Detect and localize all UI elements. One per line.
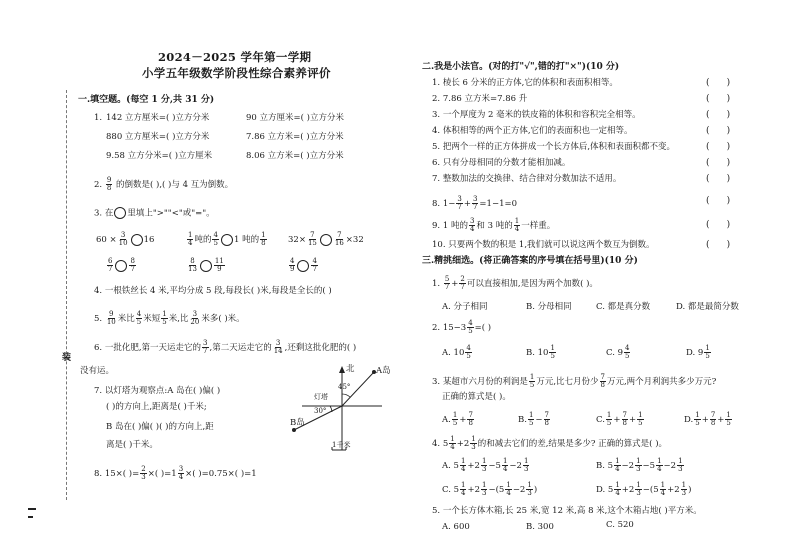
page-title: 小学五年级数学阶段性综合素养评价 bbox=[142, 66, 331, 80]
judge-item bbox=[432, 142, 675, 153]
choice-q3: 3. 某超市六月份的利润是 $\frac{1}{5}$ 万元,比七月份少 $\frac{7}{8}$ 万元,两个月利润共多少万元? bbox=[432, 373, 717, 389]
answer-blank[interactable]: ( ) bbox=[706, 126, 731, 136]
q1-item: 880 立方厘米=( )立方分米 bbox=[106, 132, 210, 142]
choice-q5: 5. 一个长方体木箱,长 25 米,宽 12 米,高 8 米,这个木箱占地( )平方米。 bbox=[432, 506, 702, 516]
judge-item bbox=[432, 94, 527, 105]
judge-number: 4. bbox=[432, 126, 441, 136]
choice-q3-prompt: 正确的算式是( )。 bbox=[442, 392, 511, 402]
answer-blank[interactable]: ( ) bbox=[706, 94, 731, 104]
section-1-heading: 一.填空题。(每空 1 分,共 31 分) bbox=[78, 95, 215, 105]
q1-item: 142 立方厘米=( )立方分米 bbox=[106, 113, 210, 123]
answer-blank[interactable]: ( ) bbox=[706, 240, 731, 250]
q1-item: 8.06 立方米=( )立方分米 bbox=[246, 151, 344, 161]
option-a[interactable]: A. 分子相同 bbox=[442, 302, 488, 312]
judge-item bbox=[432, 158, 570, 169]
binding-line bbox=[66, 90, 67, 500]
q1-item: 7.86 立方米=( )立方分米 bbox=[246, 132, 344, 142]
q8: 8. 15×( )= $\frac{2}{3}$ ×( )=1 $\frac{3}{4}$ ×( )=0.75×( )=1 bbox=[94, 465, 257, 481]
judge-item: 8. 1− $\frac{3}{7}$ + $\frac{3}{7}$ =1−1=0 bbox=[432, 195, 518, 211]
option-b[interactable]: B. 10 $\frac{1}{5}$ bbox=[526, 344, 555, 360]
option-d[interactable]: D. $\frac{1}{5}$ + $\frac{7}{8}$ + $\frac{1}{5}$ bbox=[684, 411, 731, 427]
option-d[interactable]: D. 5 $\frac{1}{4}$ +2 $\frac{1}{3}$ −(5 $\frac{1}{4}$ +2 $\frac{1}{3}$ ) bbox=[596, 481, 692, 497]
binding-mark: 装 bbox=[62, 353, 72, 363]
compare-circle-icon[interactable] bbox=[115, 260, 127, 272]
island-b-label: B岛 bbox=[290, 418, 305, 428]
compare-circle-icon[interactable] bbox=[131, 234, 143, 246]
judge-number: 1. bbox=[432, 78, 441, 88]
answer-blank[interactable]: ( ) bbox=[706, 196, 731, 206]
judge-number: 3. bbox=[432, 110, 441, 120]
compare-item: 32× $\frac{7}{15}$ $\frac{7}{16}$ ×32 bbox=[288, 231, 364, 247]
option-a[interactable]: A. 600 bbox=[442, 522, 470, 532]
option-c[interactable]: C. $\frac{1}{5}$ + $\frac{7}{8}$ + $\frac{1}{5}$ bbox=[596, 411, 643, 427]
judge-item bbox=[432, 126, 633, 137]
answer-blank[interactable]: ( ) bbox=[706, 78, 731, 88]
option-d[interactable]: D. 9 $\frac{1}{5}$ bbox=[686, 344, 710, 360]
compare-item: 60 × $\frac{3}{10}$ 16 bbox=[96, 231, 155, 247]
option-b[interactable]: B. 5 $\frac{1}{4}$ −2 $\frac{1}{3}$ −5 $\frac{1}{4}$ −2 $\frac{1}{3}$ bbox=[596, 457, 683, 473]
edge-mark bbox=[28, 508, 36, 510]
choice-q2: 2. 15−3 $\frac{4}{5}$ =( ) bbox=[432, 319, 492, 335]
compare-item: $\frac{6}{7}$ $\frac{8}{7}$ bbox=[108, 257, 135, 273]
option-c[interactable]: C. 都是真分数 bbox=[596, 302, 651, 312]
choice-q4: 4. 5 $\frac{1}{4}$ +2 $\frac{1}{3}$ 的和减去它们的差,结果是多少? 正确的算式是( )。 bbox=[432, 435, 668, 451]
angle-label: 45° bbox=[338, 383, 351, 391]
q1-number: 1. bbox=[94, 113, 103, 123]
option-d[interactable]: D. 都是最简分数 bbox=[676, 302, 739, 312]
judge-text: 棱长 6 分米的正方体,它的体积和表面积相等。 bbox=[442, 78, 618, 88]
fraction: $\frac{9}{8}$ bbox=[106, 176, 112, 192]
option-c[interactable]: C. 520 bbox=[606, 520, 634, 530]
q3-number: 3. bbox=[94, 208, 103, 219]
judge-text: 一个厚度为 2 毫米的铁皮箱的体积和容积完全相等。 bbox=[442, 110, 641, 120]
north-label: 北 bbox=[346, 364, 355, 374]
judge-item: 10. 只要两个数的积是 1,我们就可以说这两个数互为倒数。 bbox=[432, 240, 655, 250]
answer-blank[interactable]: ( ) bbox=[706, 174, 731, 184]
judge-item bbox=[432, 174, 621, 185]
q7-line: 离是( )千米。 bbox=[106, 440, 158, 450]
q1-item: 90 立方厘米=( )立方分米 bbox=[246, 113, 344, 123]
title-year: 2024－2025 学年第一学期 bbox=[158, 50, 312, 64]
answer-blank[interactable]: ( ) bbox=[706, 110, 731, 120]
angle-label: 30° bbox=[314, 407, 327, 415]
option-b[interactable]: B. 300 bbox=[526, 522, 554, 532]
judge-text: 整数加法的交换律、结合律对分数加法不适用。 bbox=[442, 174, 622, 184]
compare-circle-icon[interactable] bbox=[221, 234, 233, 246]
q5: 5. $\frac{9}{10}$ 米比 $\frac{4}{5}$ 米短 $\frac{1}{5}$ 米,比 $\frac{3}{20}$ 米多( )米。 bbox=[94, 310, 245, 326]
scale-label: 1千米 bbox=[332, 441, 351, 449]
option-a[interactable]: A. 5 $\frac{1}{4}$ +2 $\frac{1}{3}$ −5 $\frac{1}{4}$ −2 $\frac{1}{3}$ bbox=[442, 457, 529, 473]
compare-item: $\frac{4}{9}$ $\frac{4}{7}$ bbox=[290, 257, 317, 273]
choice-q1: 1. $\frac{5}{7}$ + $\frac{2}{7}$ 可以直接相加,是因为两个加数( )。 bbox=[432, 275, 598, 291]
compare-item: $\frac{8}{13}$ $\frac{11}{9}$ bbox=[188, 257, 224, 273]
option-c[interactable]: C. 9 $\frac{4}{5}$ bbox=[606, 344, 630, 360]
q3: 3. 在 里填上">""<"或"="。 bbox=[94, 208, 215, 219]
judge-text: 把两个一样的正方体拼成一个长方体后,体积和表面积都不变。 bbox=[442, 142, 676, 152]
answer-blank[interactable]: ( ) bbox=[706, 158, 731, 168]
judge-item: 9. 1 吨的 $\frac{3}{4}$ 和 3 吨的 $\frac{1}{4}$ 一样重。 bbox=[432, 217, 556, 233]
compare-circle-icon bbox=[114, 207, 126, 219]
right-page bbox=[400, 0, 794, 560]
q2 bbox=[94, 177, 233, 192]
section-3-heading: 三.精挑细选。(将正确答案的序号填在括号里)(10 分) bbox=[422, 256, 638, 266]
section-2-heading: 二.我是小法官。(对的打"√",错的打"×")(10 分) bbox=[422, 62, 620, 72]
option-b[interactable]: B. 分母相同 bbox=[526, 302, 572, 312]
judge-number: 2. bbox=[432, 94, 441, 104]
edge-mark bbox=[28, 516, 33, 518]
option-a[interactable]: A. $\frac{1}{5}$ + $\frac{7}{8}$ bbox=[442, 411, 473, 427]
compare-circle-icon[interactable] bbox=[297, 260, 309, 272]
island-a-label: A岛 bbox=[376, 366, 391, 376]
compare-item: $\frac{1}{4}$ 吨的 $\frac{4}{5}$ 1 吨的 $\frac{1}{8}$ bbox=[188, 231, 266, 247]
judge-text: 7.86 立方米=7.86 升 bbox=[442, 94, 528, 104]
judge-item bbox=[432, 110, 641, 121]
option-c[interactable]: C. 5 $\frac{1}{4}$ +2 $\frac{1}{3}$ −(5 $\frac{1}{4}$ −2 $\frac{1}{3}$ ) bbox=[442, 481, 538, 497]
answer-blank[interactable]: ( ) bbox=[706, 142, 731, 152]
q7-line: ( )的方向上,距离是( )千米; bbox=[106, 402, 207, 412]
q6: 6. 一批化肥,第一天运走它的 $\frac{3}{7}$ ,第二天运走它的 $\frac{3}{14}$ ,还剩这批化肥的( ) bbox=[94, 339, 357, 355]
q6-continued: 没有运。 bbox=[80, 366, 115, 376]
q2-number: 2. bbox=[94, 180, 103, 190]
compare-circle-icon[interactable] bbox=[200, 260, 212, 272]
option-a[interactable]: A. 10 $\frac{4}{5}$ bbox=[442, 344, 471, 360]
answer-blank[interactable]: ( ) bbox=[706, 220, 731, 230]
compare-circle-icon[interactable] bbox=[320, 234, 332, 246]
q2-text: 的倒数是( ),( )与 4 互为倒数。 bbox=[116, 180, 234, 190]
q7-line: 7. 以灯塔为观察点:A 岛在( )偏( ) bbox=[94, 386, 221, 396]
judge-number: 7. bbox=[432, 174, 441, 184]
judge-number: 6. bbox=[432, 158, 441, 168]
judge-item bbox=[432, 78, 618, 89]
option-b[interactable]: B. $\frac{1}{5}$ − $\frac{7}{8}$ bbox=[518, 411, 550, 427]
lighthouse-label: 灯塔 bbox=[314, 393, 328, 401]
q1-item: 9.58 立方分米=( )立方厘米 bbox=[106, 151, 213, 161]
q7-line: B 岛在( )偏( )( )的方向上,距 bbox=[106, 422, 214, 432]
judge-number: 5. bbox=[432, 142, 441, 152]
judge-text: 体积相等的两个正方体,它们的表面积也一定相等。 bbox=[442, 126, 633, 136]
judge-text: 只有分母相同的分数才能相加减。 bbox=[442, 158, 571, 168]
q4: 4. 一根铁丝长 4 米,平均分成 5 段,每段长( )米,每段是全长的( ) bbox=[94, 286, 332, 296]
